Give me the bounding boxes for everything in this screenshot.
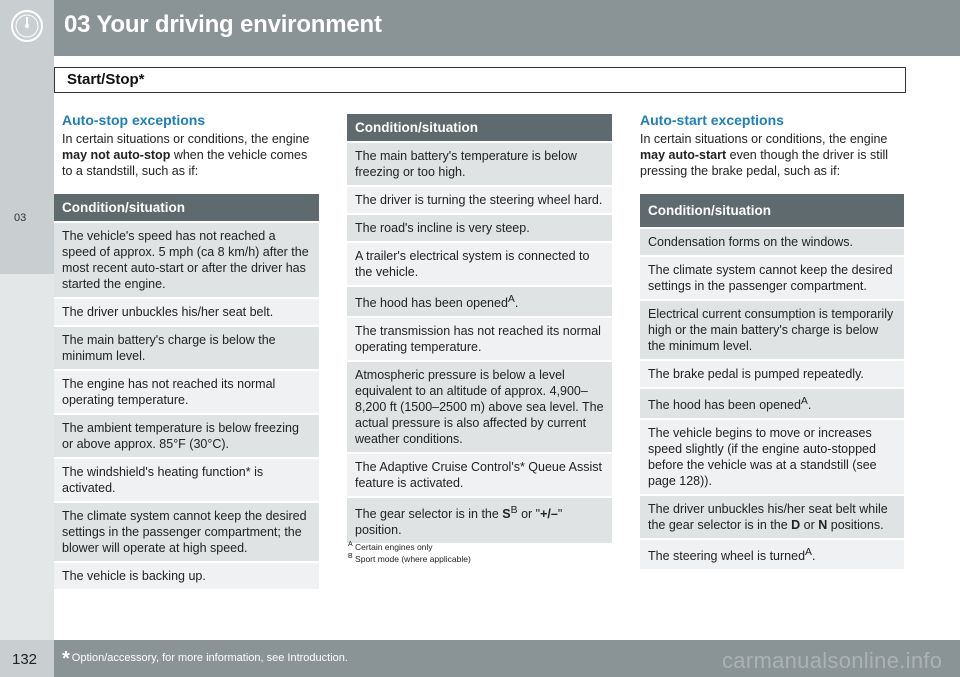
row-text: The hood has been opened <box>648 398 801 413</box>
chapter-title: 03 Your driving environment <box>64 11 382 38</box>
watermark: carmanualsonline.info <box>722 648 943 673</box>
row-text: positions. <box>827 518 884 533</box>
row-text: . <box>811 549 816 564</box>
table-row: The vehicle is backing up. <box>54 561 319 589</box>
table-row: The main battery's temperature is below freezing or too high. <box>347 141 612 185</box>
table-row: The engine has not reached its normal operating temperature. <box>54 369 319 413</box>
gauge-icon <box>9 8 45 44</box>
row-text: The driver unbuckles his/her seat belt while the gear selector is in the <box>648 502 888 533</box>
table-row: The ambient temperature is below freezing or above approx. 85°F (30°C). <box>54 413 319 457</box>
table-row: The climate system cannot keep the desired settings in the passenger compartment; the blower will operate at high speed. <box>54 501 319 561</box>
table-row: Atmospheric pressure is below a level equivalent to an altitude of approx. 4,900–8,200 ft (1500–2500 m) above sea level. The actual pressure is also affected by current weather conditions. <box>347 360 612 452</box>
table-row: The driver is turning the steering wheel hard. <box>347 185 612 213</box>
table-row: The brake pedal is pumped repeatedly. <box>640 359 904 387</box>
table-row: The vehicle begins to move or increases speed slightly (if the engine auto-stopped before the vehicle was at a standstill (see page 128)). <box>640 418 904 494</box>
table-row: The driver unbuckles his/her seat belt. <box>54 297 319 325</box>
footnotes <box>348 540 471 564</box>
row-text: The steering wheel is turned <box>648 549 806 564</box>
auto-stop-table-continued <box>347 114 612 543</box>
table-row: A trailer's electrical system is connected to the vehicle. <box>347 241 612 285</box>
auto-start-table <box>640 194 904 569</box>
row-text: or " <box>517 507 541 522</box>
row-text: . <box>807 398 812 413</box>
asterisk-marker: * <box>62 648 70 670</box>
row-text: " position. <box>355 507 563 538</box>
table-row: Condensation forms on the windows. <box>640 227 904 255</box>
auto-stop-intro <box>62 131 320 179</box>
footnote-marker: A <box>805 547 812 559</box>
footnote-text: Certain engines only <box>355 541 433 552</box>
intro-bold-text: may not auto-stop <box>62 148 171 162</box>
table-row: The road's incline is very steep. <box>347 213 612 241</box>
auto-stop-table <box>54 194 319 589</box>
footer-note <box>62 648 348 671</box>
table-header: Condition/situation <box>640 194 904 227</box>
row-bold-text: S <box>502 507 511 522</box>
intro-text: even though the driver is still pressing the brake pedal, such as if: <box>640 148 889 178</box>
footnote-marker: B <box>348 552 353 560</box>
intro-text: when the vehicle comes to a standstill, such as if: <box>62 148 308 178</box>
section-title: Start/Stop* <box>67 71 145 88</box>
auto-stop-exceptions-section <box>62 112 320 179</box>
table-row: The main battery's charge is below the minimum level. <box>54 325 319 369</box>
table-row <box>640 538 904 569</box>
sidebar-tab <box>0 56 54 274</box>
sidebar-chapter-number: 03 <box>14 212 27 224</box>
table-row: The transmission has not reached its normal operating temperature. <box>347 316 612 360</box>
row-text: The hood has been opened <box>355 296 508 311</box>
footnote-text: Sport mode (where applicable) <box>355 553 471 564</box>
table-header: Condition/situation <box>347 114 612 141</box>
auto-start-heading: Auto-start exceptions <box>640 112 784 128</box>
intro-text: In certain situations or conditions, the engine <box>62 132 310 146</box>
footnote-marker: B <box>510 505 518 517</box>
row-text: or <box>800 518 819 533</box>
auto-stop-heading: Auto-stop exceptions <box>62 112 206 128</box>
table-row <box>347 496 612 543</box>
page-number: 132 <box>12 651 38 668</box>
table-row <box>640 494 904 538</box>
footnote-marker: A <box>348 541 353 548</box>
header-icon-box <box>0 0 54 56</box>
footnote <box>348 552 471 564</box>
table-row: The windshield's heating function* is activated. <box>54 457 319 501</box>
footer-note-text: Option/accessory, for more information, see Introduction. <box>71 652 348 664</box>
table-row: The vehicle's speed has not reached a speed of approx. 5 mph (ca 8 km/h) after the most recent auto-start or after the driver has started the engine. <box>54 221 319 297</box>
row-text: The gear selector is in the <box>355 507 503 522</box>
table-row <box>347 285 612 316</box>
auto-start-intro <box>640 131 906 179</box>
intro-text: In certain situations or conditions, the engine <box>640 132 888 146</box>
footnote-marker: A <box>800 396 808 407</box>
table-row: The Adaptive Cruise Control's* Queue Assist feature is activated. <box>347 452 612 496</box>
table-row <box>640 387 904 418</box>
row-bold-text: D <box>791 518 801 533</box>
footnote-marker: A <box>507 294 515 305</box>
table-row: Electrical current consumption is temporarily high or the main battery's charge is below the minimum level. <box>640 299 904 359</box>
row-text: . <box>514 296 519 311</box>
section-title-bar <box>54 67 906 93</box>
table-header: Condition/situation <box>54 194 319 221</box>
row-bold-text: N <box>818 518 828 533</box>
footnote <box>348 540 471 552</box>
auto-start-exceptions-section <box>640 112 906 179</box>
table-row: The climate system cannot keep the desired settings in the passenger compartment. <box>640 255 904 299</box>
intro-bold-text: may auto-start <box>640 148 727 162</box>
row-bold-text: +/– <box>540 507 558 522</box>
